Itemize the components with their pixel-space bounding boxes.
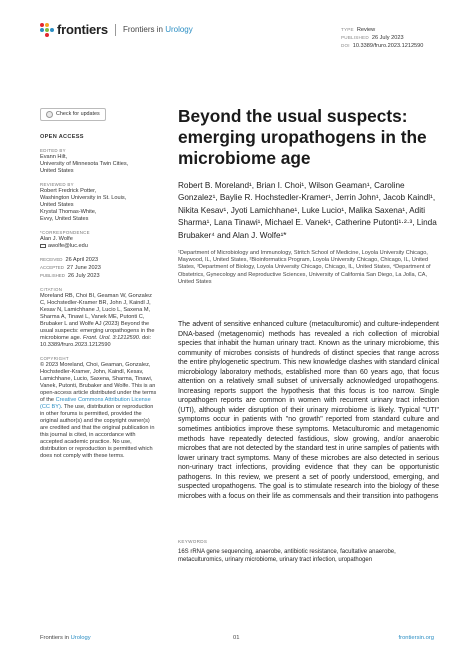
journal-name: Frontiers in Urology: [122, 25, 193, 34]
article-title: Beyond the usual suspects: emerging uropathogens in the microbiome age: [178, 106, 427, 168]
mail-icon: [40, 244, 46, 248]
copyright-label: COPYRIGHT: [40, 356, 69, 361]
footer-journal: Frontiers in Urology: [40, 635, 91, 641]
correspondence-label: *CORRESPONDENCE: [40, 230, 90, 235]
keywords-label: KEYWORDS: [178, 539, 208, 544]
brand-name: frontiers: [57, 22, 108, 37]
author-list: Robert B. Moreland¹, Brian I. Choi¹, Wilson Geaman¹, Caroline Gonzalez¹, Baylie R. Hochstedler-Kramer¹, Jerrin John¹, Jacob Kaindl¹, Nikita Kesav¹, Jyoti Lamichhane¹, Luke Lucio¹, Malika Saxena¹, Aditi Sharma¹, Lana Tinawi¹, Michael E. Vanek¹, Catherine Putonti¹·²·³, Linda Brubaker⁴ and Alan J. Wolfe¹*: [178, 181, 437, 240]
published-date: PUBLISHED 26 July 2023: [40, 273, 100, 279]
reviewed-by-label: REVIEWED BY: [40, 182, 74, 187]
copyright: © 2023 Moreland, Choi, Geaman, Gonzalez, Hochstedler-Kramer, John, Kaindl, Kesav, Lamichhane, Lucio, Saxena, Sharma, Tinawi, Vanek, Putonti, Brubaker and Wolfe. This is an open-access article distributed under the terms of the Creative Commons Attribution License (CC BY). The use, distribution or reproduction in other forums is permitted, provided the original author(s) and the copyright owner(s) are credited and that the original publication in this journal is cited, in accordance with accepted academic practice. No use, distribution or reproduction is permitted which does not comply with these terms.: [40, 362, 157, 459]
edited-by-label: EDITED BY: [40, 148, 66, 153]
accepted-date: ACCEPTED 27 June 2023: [40, 265, 101, 271]
frontiers-logo-icon: [40, 23, 54, 37]
meta-published: PUBLISHED 26 July 2023: [341, 35, 404, 41]
page-header: [40, 18, 434, 48]
received-date: RECEIVED 26 April 2023: [40, 257, 99, 263]
cc-by-license-link[interactable]: Creative Commons Attribution License (CC BY): [40, 397, 151, 410]
meta-type: TYPE Review: [341, 27, 376, 33]
meta-doi: DOI 10.3389/fruro.2023.1212590: [341, 43, 424, 49]
open-access-label: OPEN ACCESS: [40, 134, 84, 140]
page-number: 01: [233, 635, 240, 641]
check-updates-icon: [46, 111, 53, 118]
correspondence-name: Alan J. Wolfe: [40, 236, 73, 242]
frontiers-logo[interactable]: [40, 22, 193, 37]
reviewed-by: Robert Fredrick Potter, Washington University in St. Louis, United States Krystal Thomas-White, Evvy, United States: [40, 188, 127, 222]
affiliations: ¹Department of Microbiology and Immunology, Stritch School of Medicine, Loyola University Chicago, Maywood, IL, United States, ²Bioinformatics Program, Loyola University Chicago, Chicago, IL, United States, ³Department of Biology, Loyola University Chicago, Chicago, IL, United States, ⁴Department of Obstetrics, Gynecology and Reproductive Sciences, University of California San Diego, La Jolla, CA, United States: [178, 250, 431, 285]
keywords: 16S rRNA gene sequencing, anaerobe, antibiotic resistance, facultative anaerobe, metaculturomics, urinary microbiome, urinary tract infection, uropathogen: [178, 549, 396, 563]
correspondence-email[interactable]: awolfe@luc.edu: [40, 243, 158, 250]
abstract: The advent of sensitive enhanced culture (metaculturomic) and culture-independent DNA-based (metagenomic) methods has revealed a rich collection of microbial species that inhabit the human urinary tract. Known as the urinary microbiome, this community of microbes consists of hundreds of distinct species that range across the entire phylogenetic spectrum. This new knowledge clashes with standard clinical microbiology laboratory methods, established more than 60 years ago, that focus attention on a relatively small subset of universally acknowledged uropathogens. Increasing reports support the hypothesis that this focus is too narrow. Single uropathogen reports are common in women with recurrent urinary tract infection (UTI), although wider disruption of their urinary microbiome is likely. Typical "UTI" symptoms occur in patients with "no growth" reported from standard culture and sometimes antibiotics improve these symptoms. Metaculturomic and metagenomic methods have repeatedly detected fastidious, slow growing, and/or anaerobic microbes that are not detected by the standard test in urine samples of patients with lower urinary tract symptoms. Many of these microbes are also detected in serious non-urinary tract infections, providing evidence that they can be opportunistic pathogens. In this review, we present a set of poorly understood, emerging, and suspected uropathogens. The goal is to stimulate research into the biology of these microbes with a focus on their life as commensals and their transition into pathogens: [178, 321, 439, 500]
sidebar: [40, 108, 158, 460]
logo-divider: [115, 24, 116, 36]
article-meta: [341, 26, 423, 50]
dates: [40, 256, 158, 280]
check-for-updates-button[interactable]: Check for updates: [40, 108, 106, 121]
citation: Moreland RB, Choi BI, Geaman W, Gonzalez C, Hochstedler-Kramer BR, John J, Kaindl J, Kesav N, Lamichhane J, Lucio L, Saxena M, Sharma A, Tinawi L, Vanek ME, Putonti C, Brubaker L and Wolfe AJ (2023) Beyond the usual suspects: emerging uropathogens in the microbiome age. Front. Urol. 3:1212590. doi: 10.3389/fruro.2023.1212590: [40, 293, 155, 348]
footer-site-link[interactable]: frontiersin.org: [398, 635, 434, 641]
citation-label: CITATION: [40, 287, 63, 292]
edited-by: Evann Hilt, University of Minnesota Twin Cities, United States: [40, 154, 129, 174]
